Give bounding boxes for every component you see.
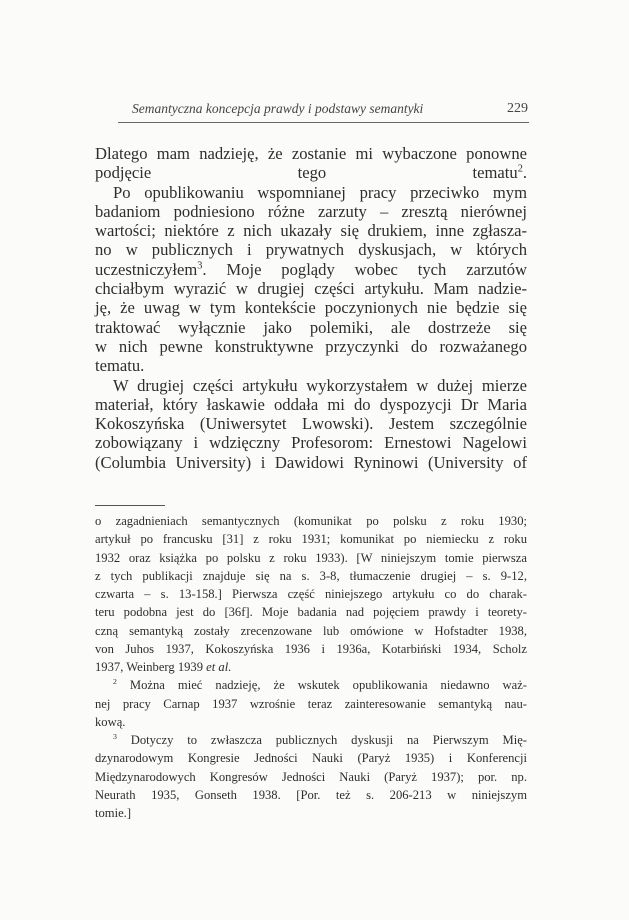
line-text: tematu. <box>95 356 145 376</box>
text-line <box>95 163 527 182</box>
footnote-line <box>95 658 527 676</box>
line-text: czną semantyką zostały zrecenzowane lub omówione w Hofstadter 1938, <box>95 623 527 638</box>
line-text: badaniom podniesiono różne zarzuty – zresztą nierównej <box>95 201 527 221</box>
running-header-title: Semantyczna koncepcja prawdy i podstawy semantyki <box>132 101 424 116</box>
line-text: ję, że uwag w tym kontekście poczynionych nie będzie się <box>95 298 527 318</box>
footnote-separator <box>95 505 165 506</box>
footnote-reference: 2 <box>517 163 523 175</box>
footnotes <box>95 512 527 822</box>
text-line <box>95 356 527 375</box>
line-text: Neurath 1935, Gonseth 1938. [Por. też s. 206-213 w niniejszym <box>95 787 527 802</box>
line-text: materiał, który łaskawie oddała mi do dyspozycji Dr Maria <box>95 394 527 414</box>
footnote-line <box>95 512 527 530</box>
text-line <box>95 183 527 202</box>
line-text: teru podobna jest do [36f]. Moje badania nad pojęciem prawdy i teorety- <box>95 605 527 620</box>
text-line <box>95 144 527 163</box>
line-text: Dlatego mam nadzieję, że zostanie mi wybaczone ponowne <box>95 144 527 163</box>
footnote-line <box>95 731 527 749</box>
text-line <box>95 260 527 279</box>
footnote-line <box>95 676 527 694</box>
page-number: 229 <box>507 101 528 116</box>
line-text: uczestniczyłem <box>95 259 198 279</box>
main-text <box>95 144 527 472</box>
footnote-marker: 3 <box>113 731 117 741</box>
line-text: podjęcie tego tematu <box>95 163 518 183</box>
footnote-line <box>95 768 527 786</box>
line-text: o zagadnieniach semantycznych (komunikat po polsku z roku 1930; <box>95 514 527 528</box>
line-text: czwarta – s. 13-158.] Pierwsza część niniejszego artykułu co do charak- <box>95 587 527 601</box>
text-line <box>95 337 527 356</box>
footnote-line <box>95 713 527 731</box>
footnote-line <box>95 549 527 567</box>
footnote-line <box>95 603 527 621</box>
footnote-line <box>95 749 527 767</box>
footnote-line <box>95 695 527 713</box>
line-text: Dotyczy to zwłaszcza publicznych dyskusji na Pierwszym Mię- <box>116 733 527 747</box>
text-line <box>95 298 527 317</box>
line-text: artykuł po francusku [31] z roku 1931; komunikat po niemiecku z roku <box>95 532 527 547</box>
line-text: z tych publikacji znajduje się na s. 3-8, tłumaczenie drugiej – s. 9-12, <box>95 568 527 583</box>
line-text: w nich pewne konstruktywne przyczynki do rozważanego <box>95 336 527 356</box>
line-text: Międzynarodowych Kongresów Jedności Nauki (Paryż 1937); por. np. <box>95 769 527 784</box>
text-line <box>95 240 527 259</box>
footnote-line <box>95 786 527 804</box>
footnote-line <box>95 640 527 658</box>
text-line <box>95 376 527 395</box>
line-text: no w publicznych i prywatnych dyskusjach, w których <box>95 240 527 260</box>
line-text-continued: . Moje poglądy wobec tych zarzutów <box>202 259 527 279</box>
text-line <box>95 279 527 298</box>
line-text: W drugiej części artykułu wykorzystałem w dużej mierze <box>113 375 527 395</box>
text-line <box>95 221 527 240</box>
footnote-line <box>95 585 527 603</box>
line-text: kową. <box>95 714 126 729</box>
header-rule <box>118 122 529 123</box>
line-text: Po opublikowaniu wspomnianej pracy przeciwko mym <box>113 182 527 202</box>
line-text: tomie.] <box>95 806 132 820</box>
line-text: 1937, Weinberg 1939 <box>95 660 207 674</box>
line-text: 1932 oraz książka po polsku z roku 1933). [W niniejszym tomie pierwsza <box>95 550 527 565</box>
line-text: zobowiązany i wdzięczny Profesorom: Ernestowi Nagelowi <box>95 433 527 453</box>
text-line <box>95 318 527 337</box>
footnote-reference: 3 <box>197 260 203 272</box>
line-text: wartości; niektóre z nich ukazały się drukiem, inne zgłasza- <box>95 221 527 241</box>
footnote-line <box>95 804 527 822</box>
line-text: (Columbia University) i Dawidowi Ryninowi (University of <box>95 452 527 472</box>
line-text-continued: . <box>522 163 527 183</box>
text-line <box>95 202 527 221</box>
line-text: Kokoszyńska (Uniwersytet Lwowski). Jestem szczególnie <box>95 414 527 434</box>
text-line <box>95 453 527 472</box>
line-text: dzynarodowym Kongresie Jedności Nauki (Paryż 1935) i Konferencji <box>95 751 527 766</box>
footnote-line <box>95 567 527 585</box>
italic-text: et al. <box>206 660 232 674</box>
line-text: von Juhos 1937, Kokoszyńska 1936 i 1936a, Kotarbiński 1934, Scholz <box>95 641 527 656</box>
footnote-line <box>95 622 527 640</box>
text-line <box>95 433 527 452</box>
line-text: chciałbym wyrazić w drugiej części artykułu. Mam nadzie- <box>95 279 527 299</box>
line-text: traktować wyłącznie jako polemiki, ale dostrzeże się <box>95 317 527 337</box>
text-line <box>95 414 527 433</box>
line-text: Można mieć nadzieję, że wskutek opublikowania niedawno waż- <box>116 678 527 693</box>
line-text: nej pracy Carnap 1937 wzrośnie teraz zainteresowanie semantyką nau- <box>95 696 527 711</box>
footnote-marker: 2 <box>113 677 117 687</box>
text-line <box>95 395 527 414</box>
footnote-line <box>95 530 527 548</box>
